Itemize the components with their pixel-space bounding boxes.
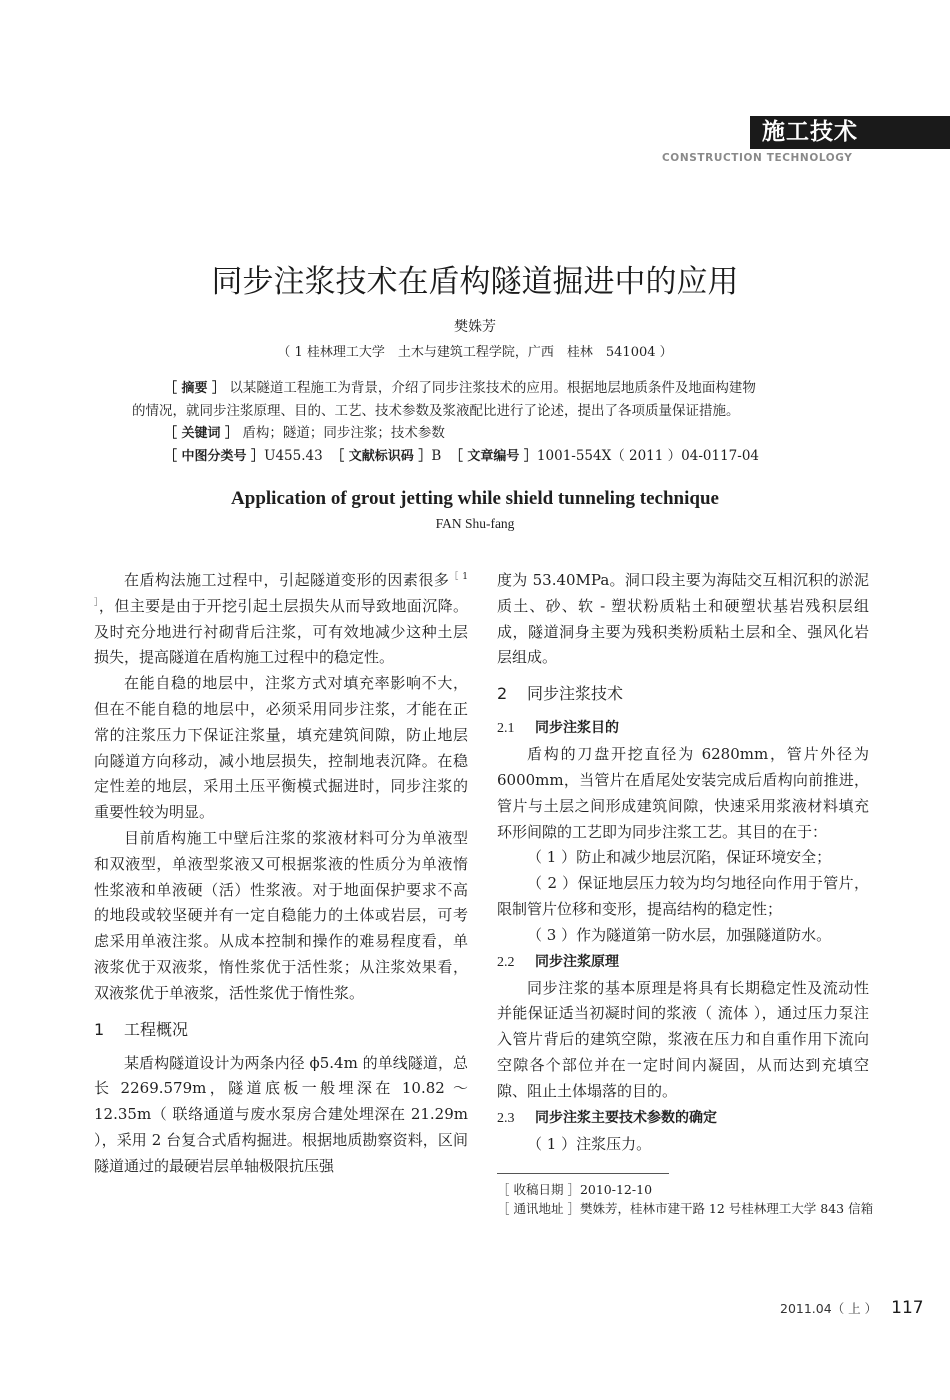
right-column [497,568,869,1157]
page-footer [780,1298,924,1318]
doccode-value: B [431,448,442,464]
article-title: 同步注浆技术在盾构隧道掘进中的应用 [211,264,739,300]
heading-text: 同步注浆目的 [535,720,619,737]
author-affiliation: （ 1 桂林理工大学 土木与建筑工程学院，广西 桂林 541004 ） [277,345,673,360]
abstract-text-2: 的情况，就同步注浆原理、目的、工艺、技术参数及浆液配比进行了论述，提出了各项质量保证措施。 [132,403,740,419]
footnotes [497,1180,877,1218]
abstract-label: ［ 摘要 ］ [164,381,226,396]
heading-text: 同步注浆主要技术参数的确定 [535,1109,717,1126]
abstract-text-1: 以某隧道工程施工为背景，介绍了同步注浆技术的应用。根据地层地质条件及地面构建物 [229,380,756,396]
heading-number: 2.3 [497,1110,515,1126]
citation-ref: ［ 1 ］ [94,572,468,608]
paragraph [94,568,468,671]
section-tag: 施工技术 [750,116,950,149]
list-item: （ 1 ）防止和减少地层沉陷，保证环境安全； [527,848,832,867]
keywords-text: 盾构；隧道；同步注浆；技术参数 [242,425,445,441]
page-number: 117 [891,1298,924,1318]
heading-text: 同步注浆原理 [535,953,619,970]
heading-number: 2.2 [497,954,515,970]
classification-line [132,445,852,468]
artno-value: 1001-554X（ 2011 ）04-0117-04 [536,448,759,464]
paragraph-text: ，但主要是由于开挖引起土层损失从而导致地面沉降。及时充分地进行衬砌背后注浆，可有效地减少这种土层损失，提高隧道在盾构施工过程中的稳定性。 [94,596,468,667]
clc-label: ［ 中图分类号 ］ [164,449,265,464]
keywords-label: ［ 关键词 ］ [164,426,239,441]
heading-number: 1 [94,1019,105,1039]
footnote-divider [497,1173,669,1174]
paragraph: 在能自稳的地层中，注浆方式对填充率影响不大，但在不能自稳的地层中，必须采用同步注浆，才能在正常的注浆压力下保证注浆量，填充建筑间隙，防止地层向隧道方向移动，减小地层损失，控制地表沉降。在稳定性差的地层，采用土压平衡模式掘进时，同步注浆的重要性较为明显。 [94,674,468,822]
section-heading-1 [94,1017,468,1043]
issue-label: 2011.04（ 上 ） [780,1301,878,1316]
footnote-address: ［ 通讯地址 ］樊姝芳，桂林市建干路 12 号桂林理工大学 843 信箱 [497,1201,874,1216]
keywords [132,422,852,445]
doccode-label: ［ 文献标识码 ］ [331,449,432,464]
abstract [132,377,852,468]
heading-number: 2 [497,684,508,704]
left-column [94,568,468,1180]
paragraph: 同步注浆的基本原理是将具有长期稳定性及流动性并能保证适当初凝时间的浆液（ 流体 ），通过压力泵注入管片背后的建筑空隙，浆液在压力和自重作用下流向空隙各个部位并在一定时间内凝固，从而达到充填空隙、阻止土体塌落的目的。 [497,978,869,1100]
footnote-received: ［ 收稿日期 ］2010-12-10 [497,1182,653,1197]
section-heading-2 [497,681,869,707]
article-author: 樊姝芳 [454,319,496,335]
subsection-heading-2-3 [497,1105,869,1132]
subsection-heading-2-2 [497,949,869,976]
list-item: （ 1 ）注浆压力。 [527,1134,652,1153]
section-subtitle: CONSTRUCTION TECHNOLOGY [662,152,853,164]
list-item: （ 3 ）作为隧道第一防水层，加强隧道防水。 [527,925,832,944]
paragraph: 目前盾构施工中壁后注浆的浆液材料可分为单液型和双液型，单液型浆液又可根据浆液的性质分为单液惰性浆液和单液硬（活）性浆液。对于地面保护要求不高的地段或较坚硬并有一定自稳能力的土体或岩层，可考虑采用单液注浆。从成本控制和操作的难易程度看，单液浆优于双液浆，惰性浆优于活性浆；从注浆效果看，双液浆优于单液浆，活性浆优于惰性浆。 [94,828,468,1002]
english-title: Application of grout jetting while shield tunneling technique [231,488,719,509]
paragraph: 度为 53.40MPa。洞口段主要为海陆交互相沉积的淤泥质土、砂、软 - 塑状粉质粘土和硬塑状基岩残积层组成，隧道洞身主要为残积类粉质粘土层和全、强风化岩层组成。 [497,571,869,667]
heading-text: 同步注浆技术 [527,684,624,704]
heading-text: 工程概况 [124,1019,189,1039]
paragraph-text: 在盾构法施工过程中，引起隧道变形的因素很多 [124,571,450,589]
paragraph: 盾构的刀盘开挖直径为 6280mm，管片外径为 6000mm，当管片在盾尾处安装完成后盾构向前推进，管片与土层之间形成建筑间隙，快速采用浆液材料填充环形间隙的工艺即为同步注浆工艺。其目的在于： [497,745,869,841]
artno-label: ［ 文章编号 ］ [449,449,537,464]
clc-value: U455.43 [264,448,323,464]
subsection-heading-2-1 [497,715,869,742]
paragraph: 某盾构隧道设计为两条内径 ϕ5.4m 的单线隧道，总长 2269.579m，隧道底板一般埋深在 10.82 ～ 12.35m（ 联络通道与废水泵房合建处埋深在 21.29m ），采用 2 台复合式盾构掘进。根据地质勘察资料，区间隧道通过的最硬岩层单轴极限抗压强 [94,1053,468,1175]
heading-number: 2.1 [497,721,515,737]
list-item: （ 2 ）保证地层压力较为均匀地径向作用于管片，限制管片位移和变形，提高结构的稳定性； [497,874,869,918]
english-author: FAN Shu-fang [435,516,515,531]
